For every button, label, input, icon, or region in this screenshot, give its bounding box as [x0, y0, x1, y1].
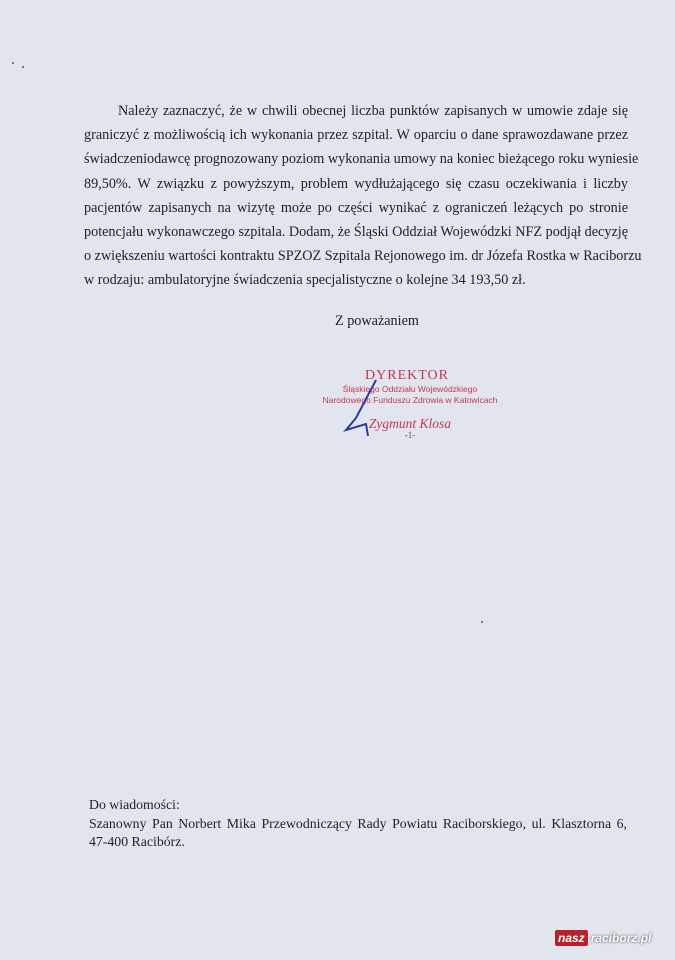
director-stamp — [300, 368, 520, 440]
body-line: 89,50%. W związku z powyższym, problem wydłużającego się czasu oczekiwania i liczby — [84, 175, 628, 192]
signature-icon — [336, 378, 396, 438]
stamp-line1: Śląskiego Oddziału Wojewódzkiego — [342, 384, 478, 394]
logo-part2: raciborz.pl — [590, 931, 652, 945]
body-line: graniczyć z możliwością ich wykonania przez szpital. W oparciu o dane sprawozdawane przez — [84, 127, 628, 144]
logo-part1: nasz — [555, 930, 588, 946]
body-line: Należy zaznaczyć, że w chwili obecnej liczba punktów zapisanych w umowie zdaje się — [118, 103, 628, 119]
closing: Z poważaniem — [335, 313, 419, 329]
body-line: w rodzaju: ambulatoryjne świadczenia specjalistyczne o kolejne 34 193,50 zł. — [84, 272, 526, 289]
body-line: o zwiększeniu wartości kontraktu SPZOZ Szpitala Rejonowego im. dr Józefa Rostka w Raciborzu — [84, 248, 642, 265]
stamp-name: Zygmunt Klosa — [368, 416, 452, 431]
page-number: -1- — [404, 430, 416, 440]
scan-speck — [22, 66, 24, 68]
body-line: pacjentów zapisanych na wizytę może po części wynikać z ograniczeń leżących po stronie — [84, 199, 628, 216]
cc-line: 47-400 Racibórz. — [89, 834, 185, 849]
cc-line: Szanowny Pan Norbert Mika Przewodniczący Rady Powiatu Raciborskiego, ul. Klasztorna 6, — [89, 815, 627, 831]
watermark-logo — [555, 930, 651, 946]
scan-speck — [12, 62, 14, 64]
cc-heading: Do wiadomości: — [89, 797, 180, 812]
body-line: potencjału wykonawczego szpitala. Dodam, że Śląski Oddział Wojewódzki NFZ podjął decyzję — [84, 224, 628, 241]
letter-body — [84, 99, 642, 293]
cc-section — [89, 796, 627, 852]
stamp-title: DYREKTOR — [365, 368, 449, 383]
stamp-line2: Narodowego Funduszu Zdrowia w Katowicach — [322, 395, 498, 405]
scan-speck — [481, 621, 483, 623]
body-line: świadczeniodawcę prognozowany poziom wykonania umowy na koniec bieżącego roku wyniesie — [84, 151, 639, 168]
